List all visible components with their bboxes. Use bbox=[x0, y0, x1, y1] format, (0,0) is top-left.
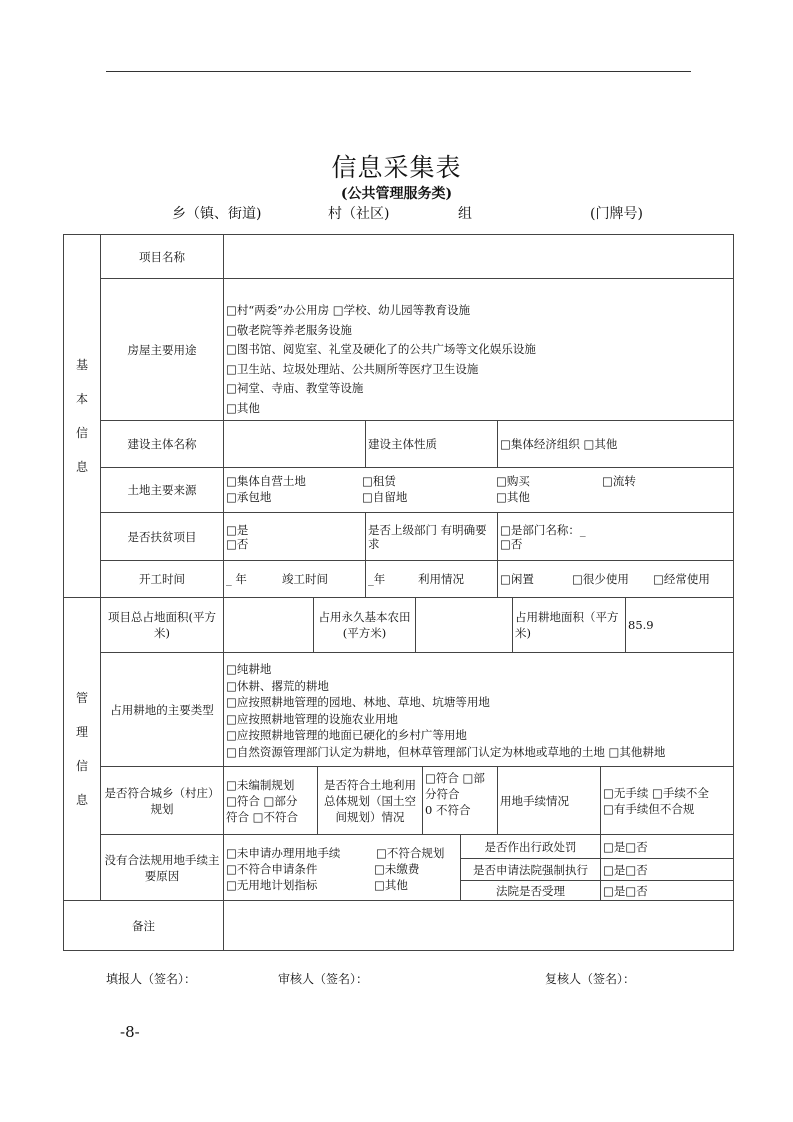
usage-option[interactable]: □图书馆、阅览室、礼堂及硬化了的公共广场等文化娱乐设施 bbox=[226, 342, 536, 356]
address-house-number: (门牌号) bbox=[590, 206, 643, 222]
type-option[interactable]: □应按照耕地管理的园地、林地、草地、坑塘等用地 bbox=[226, 695, 490, 709]
builder-type-label: 建设主体性质 bbox=[365, 420, 498, 468]
plan-option[interactable]: 符合 □不符合 bbox=[226, 809, 299, 824]
landuse-option[interactable]: 0 不符合 bbox=[425, 803, 471, 817]
type-option[interactable]: □应按照耕地管理的地面已硬化的乡村广等用地 bbox=[226, 728, 467, 742]
section-char: 理 bbox=[75, 725, 88, 739]
landuse-label: 是否符合土地利用总体规划（国土空间规划）情况 bbox=[317, 766, 423, 835]
land-option[interactable]: □流转 bbox=[602, 474, 636, 488]
usage-label: 房屋主要用途 bbox=[100, 278, 224, 421]
section-char: 息 bbox=[75, 793, 88, 807]
type-option[interactable]: □纯耕地 bbox=[226, 662, 272, 676]
superior-options bbox=[497, 512, 734, 561]
usage-option[interactable]: □祠堂、寺庙、教堂等设施 bbox=[226, 381, 364, 395]
reason-label: 没有合法规用地手续主 要原因 bbox=[100, 834, 224, 901]
usage-option[interactable]: □村“两委”办公用房 □学校、幼儿园等教育设施 bbox=[226, 303, 471, 317]
finish-cell bbox=[365, 560, 498, 598]
landuse-options bbox=[422, 766, 498, 835]
type-label: 占用耕地的主要类型 bbox=[100, 652, 224, 767]
poverty-no[interactable]: □否 bbox=[226, 536, 249, 551]
reason-option[interactable]: □其他 bbox=[374, 878, 408, 892]
rechecker-signature: 复核人（签名）： bbox=[545, 972, 636, 986]
poverty-options bbox=[223, 512, 366, 561]
plan-options bbox=[223, 766, 318, 835]
page-subtitle: (公共管理服务类) bbox=[340, 186, 453, 202]
remark-label: 备注 bbox=[63, 900, 224, 951]
type-option[interactable]: □自然资源管理部门认定为耕地，但林草管理部门认定为林地或草地的土地 □其他耕地 bbox=[226, 744, 666, 759]
superior-no[interactable]: □否 bbox=[500, 536, 523, 551]
penalty-label: 是否作出行政处罚 bbox=[460, 834, 601, 859]
court-accept-label: 法院是否受理 bbox=[460, 880, 601, 901]
usage-options bbox=[223, 278, 734, 421]
page-title: 信息采集表 bbox=[331, 153, 462, 182]
plan-option[interactable]: □未编制规划 bbox=[226, 777, 295, 792]
section-char: 息 bbox=[75, 460, 88, 474]
procedure-option[interactable]: □有手续但不合规 bbox=[603, 801, 695, 816]
court-apply-options[interactable]: □是□否 bbox=[600, 858, 734, 881]
filler-signature: 填报人（签名）： bbox=[106, 972, 197, 986]
start-year[interactable]: _ 年 bbox=[226, 572, 247, 586]
total-area-field[interactable] bbox=[223, 597, 314, 653]
address-village: 村（社区) bbox=[328, 206, 390, 222]
reason-option[interactable]: □未申请办理用地手续 bbox=[226, 846, 341, 860]
section-char: 基 bbox=[75, 358, 88, 372]
use-options bbox=[497, 560, 734, 598]
reason-option[interactable]: □不符合规划 bbox=[376, 846, 445, 860]
usage-option[interactable]: □卫生站、垃圾处理站、公共厕所等医疗卫生设施 bbox=[226, 361, 479, 376]
project-name-label: 项目名称 bbox=[100, 234, 224, 279]
procedure-label: 用地手续情况 bbox=[497, 766, 601, 835]
project-name-field[interactable] bbox=[223, 234, 734, 279]
builder-name-field[interactable] bbox=[223, 420, 366, 468]
section-char: 信 bbox=[75, 426, 88, 440]
use-option[interactable]: □经常使用 bbox=[653, 572, 710, 586]
reason-option[interactable]: □无用地计划指标 bbox=[226, 878, 318, 892]
plan-label: 是否符合城乡（村庄）规划 bbox=[100, 766, 224, 835]
land-source-options bbox=[223, 467, 734, 513]
land-option[interactable]: □租赁 bbox=[362, 474, 396, 488]
type-option[interactable]: □休耕、撂荒的耕地 bbox=[226, 678, 329, 693]
land-option[interactable]: □承包地 bbox=[226, 490, 272, 504]
section-char: 信 bbox=[75, 759, 88, 773]
builder-name-label: 建设主体名称 bbox=[100, 420, 224, 468]
poverty-label: 是否扶贫项目 bbox=[100, 512, 224, 561]
procedure-options bbox=[600, 766, 734, 835]
cultivated-label: 占用耕地面积（平方米) bbox=[512, 597, 626, 653]
usage-option[interactable]: □其他 bbox=[226, 400, 260, 415]
section-char: 管 bbox=[75, 691, 88, 705]
reviewer-signature: 审核人（签名）： bbox=[278, 972, 369, 986]
land-source-label: 土地主要来源 bbox=[100, 467, 224, 513]
court-apply-label: 是否申请法院强制执行 bbox=[460, 858, 601, 881]
address-group: 组 bbox=[458, 206, 472, 222]
reason-option[interactable]: □不符合申请条件 bbox=[226, 862, 318, 876]
cultivated-value[interactable]: 85.9 bbox=[625, 597, 734, 653]
type-option[interactable]: □应按照耕地管理的设施农业用地 bbox=[226, 711, 398, 726]
use-label: 利用情况 bbox=[418, 572, 464, 586]
use-option[interactable]: □很少使用 bbox=[572, 572, 629, 586]
landuse-option[interactable]: □符合 □部 bbox=[425, 771, 485, 785]
finish-label: 竣工时间 bbox=[282, 572, 328, 586]
start-label: 开工时间 bbox=[100, 560, 224, 598]
land-option[interactable]: □集体自营土地 bbox=[226, 474, 306, 488]
section-basic-info bbox=[63, 234, 101, 598]
poverty-yes[interactable]: □是 bbox=[226, 522, 249, 537]
procedure-option[interactable]: □无手续 □手续不全 bbox=[603, 785, 709, 800]
farmland-label: 占用永久基本农田(平方米) bbox=[313, 597, 416, 653]
land-option[interactable]: □其他 bbox=[496, 490, 530, 504]
header-rule bbox=[106, 71, 691, 72]
penalty-options[interactable]: □是□否 bbox=[600, 834, 734, 859]
page-number: -8- bbox=[120, 1023, 140, 1041]
superior-yes[interactable]: □是部门名称：_ bbox=[500, 522, 586, 537]
start-cell bbox=[223, 560, 366, 598]
section-char: 本 bbox=[75, 392, 88, 406]
usage-option[interactable]: □敬老院等养老服务设施 bbox=[226, 322, 352, 337]
reason-option[interactable]: □未缴费 bbox=[374, 862, 420, 876]
builder-type-options[interactable]: □集体经济组织 □其他 bbox=[497, 420, 734, 468]
land-option[interactable]: □购买 bbox=[496, 474, 530, 488]
superior-label: 是否上级部门 有明确要求 bbox=[365, 512, 498, 561]
landuse-option[interactable]: 分符合 bbox=[425, 787, 460, 801]
land-option[interactable]: □自留地 bbox=[362, 490, 408, 504]
total-area-label: 项目总占地面积(平方米) bbox=[100, 597, 224, 653]
address-township: 乡（镇、街道) bbox=[172, 206, 262, 222]
finish-year[interactable]: _年 bbox=[368, 572, 386, 586]
type-options bbox=[223, 652, 734, 767]
court-accept-options[interactable]: □是□否 bbox=[600, 880, 734, 901]
use-option[interactable]: □闲置 bbox=[500, 572, 534, 586]
section-management-info bbox=[63, 597, 101, 901]
remark-field[interactable] bbox=[223, 900, 734, 951]
reason-options bbox=[223, 834, 461, 901]
plan-option[interactable]: □符合 □部分 bbox=[226, 793, 298, 808]
farmland-field[interactable] bbox=[415, 597, 513, 653]
